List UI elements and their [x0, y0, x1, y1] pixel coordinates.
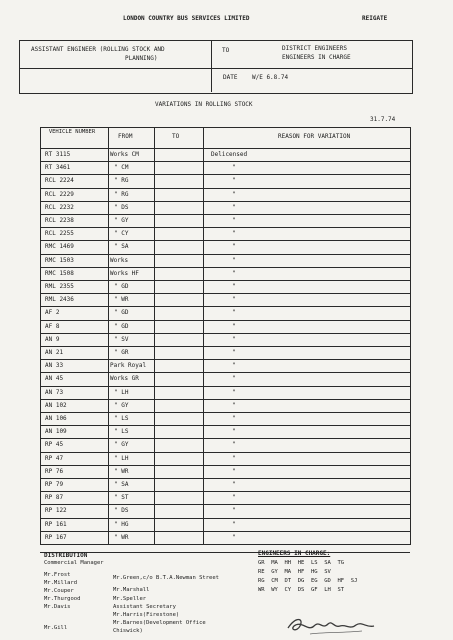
cell-from: " SA — [114, 481, 129, 488]
cell-reason: " — [232, 230, 236, 238]
cell-vehicle: RCL 2229 — [45, 190, 74, 198]
table-column-rule — [203, 127, 204, 544]
cell-from: " HG — [114, 520, 129, 528]
table-row — [0, 227, 453, 240]
cell-from: " GD — [114, 283, 129, 290]
cell-vehicle: AN 9 — [45, 335, 60, 343]
cell-vehicle: RMC 1469 — [45, 243, 74, 251]
cell-from: " DS — [114, 203, 129, 211]
cell-from: " GD — [114, 309, 129, 317]
cell-from: " WR — [114, 533, 129, 541]
cell-vehicle: RCL 2224 — [45, 177, 74, 185]
cell-reason: " — [232, 507, 236, 515]
distribution-entry: Mr.Frost — [44, 572, 71, 578]
table-row — [0, 412, 453, 425]
table-row — [0, 491, 453, 504]
table-row — [0, 359, 453, 372]
table-column-rule — [154, 127, 155, 544]
table-row — [0, 254, 453, 267]
cell-from: " LS — [114, 415, 129, 422]
table-row — [0, 346, 453, 359]
engineer-code-row: GR MA HH HE LS SA TG — [258, 560, 345, 566]
memo-date-value: W/E 6.8.74 — [252, 74, 289, 81]
table-row — [0, 161, 453, 174]
cell-from: " CM — [114, 164, 129, 172]
cell-from: " LS — [114, 428, 129, 436]
cell-from: " SV — [114, 335, 129, 343]
memo-from-line1: ASSISTANT ENGINEER (ROLLING STOCK AND — [31, 46, 165, 53]
cell-reason: " — [232, 243, 236, 251]
cell-reason: " — [232, 362, 236, 370]
col-header-vehicle: VEHICLE NUMBER — [48, 129, 96, 135]
cell-vehicle: RMC 1508 — [45, 269, 74, 277]
memo-to-line2: ENGINEERS IN CHARGE — [282, 54, 351, 61]
cell-vehicle: RT 3461 — [45, 164, 71, 172]
cell-vehicle: AN 73 — [45, 388, 64, 396]
signature-mark — [282, 614, 392, 638]
table-row — [0, 293, 453, 306]
cell-reason: " — [232, 217, 236, 224]
cell-from: " ST — [114, 494, 129, 502]
engineer-code-row: RE GY MA HF HG SV — [258, 569, 331, 575]
table-row — [0, 188, 453, 201]
cell-from: " LH — [114, 388, 129, 396]
table-top-border — [40, 127, 411, 128]
company-name: LONDON COUNTRY BUS SERVICES LIMITED — [123, 15, 250, 22]
memo-divider — [211, 40, 212, 92]
cell-vehicle: AF 2 — [45, 309, 60, 317]
cell-vehicle: RP 167 — [45, 533, 67, 541]
memo-to-label: TO — [222, 47, 230, 54]
document-title: VARIATIONS IN ROLLING STOCK — [155, 101, 253, 108]
table-row — [0, 267, 453, 280]
table-row — [0, 306, 453, 319]
col-header-from: FROM — [118, 133, 133, 140]
cell-from: " GY — [114, 441, 129, 449]
cell-reason: " — [232, 190, 236, 198]
cell-vehicle: RCL 2238 — [45, 217, 74, 224]
cell-reason: " — [232, 269, 236, 277]
table-column-rule — [410, 127, 411, 544]
cell-vehicle: AN 21 — [45, 349, 64, 356]
cell-reason: " — [232, 375, 236, 383]
cell-vehicle: RT 3115 — [45, 151, 71, 158]
engineer-code-row: RG CM DT DG EG GD HF SJ — [258, 578, 358, 584]
distribution-entry: Mr.Green,c/o B.T.A.Newman Street — [113, 575, 219, 581]
cell-reason: " — [232, 164, 236, 172]
cell-reason: " — [232, 335, 236, 343]
cell-from: " RG — [114, 177, 129, 185]
cell-reason: " — [232, 349, 236, 356]
distribution-entry: Mr.Davis — [44, 604, 71, 610]
cell-vehicle: RP 79 — [45, 481, 64, 488]
cell-reason: " — [232, 388, 236, 396]
engineer-code-row: WR WY CY DS GF LH ST — [258, 587, 345, 593]
cell-reason: " — [232, 481, 236, 488]
cell-from: " GY — [114, 217, 129, 224]
cell-reason: " — [232, 441, 236, 449]
table-row — [0, 531, 453, 544]
distribution-entry: Mr.Gill — [44, 625, 68, 631]
col-header-reason: REASON FOR VARIATION — [278, 133, 351, 140]
cell-vehicle: RP 161 — [45, 520, 67, 528]
cell-reason: " — [232, 401, 236, 409]
table-row — [0, 280, 453, 293]
cell-reason: " — [232, 467, 236, 475]
cell-vehicle: RP 47 — [45, 454, 64, 462]
distribution-entry: Chiswick) — [113, 628, 143, 634]
table-row — [0, 320, 453, 333]
cell-from: " SA — [114, 243, 129, 251]
table-row — [0, 174, 453, 187]
table-row — [0, 333, 453, 346]
cell-vehicle: RP 76 — [45, 467, 64, 475]
table-row — [0, 465, 453, 478]
memo-to-line1: DISTRICT ENGINEERS — [282, 45, 348, 52]
distribution-rule — [40, 552, 410, 553]
cell-reason: " — [232, 494, 236, 502]
distribution-entry: Commercial Manager — [44, 560, 104, 566]
location-label: REIGATE — [362, 15, 388, 22]
table-header-rule — [40, 148, 411, 149]
cell-vehicle: RCL 2232 — [45, 203, 74, 211]
cell-reason: " — [232, 520, 236, 528]
distribution-entry: Mr.Couper — [44, 588, 74, 594]
cell-vehicle: AN 106 — [45, 415, 67, 422]
table-column-rule — [108, 127, 109, 544]
cell-from: " GR — [114, 349, 129, 356]
cell-from: Works GR — [110, 375, 139, 383]
cell-from: " GD — [114, 322, 129, 330]
cell-from: " WR — [114, 296, 129, 304]
table-row — [0, 478, 453, 491]
table-row — [0, 438, 453, 451]
cell-reason: " — [232, 454, 236, 462]
table-row — [0, 452, 453, 465]
cell-vehicle: AN 102 — [45, 401, 67, 409]
cell-from: " LH — [114, 454, 129, 462]
memo-from-line2: PLANNING) — [125, 55, 158, 62]
cell-from: " WR — [114, 467, 129, 475]
table-row — [0, 386, 453, 399]
cell-from: Works CM — [110, 151, 139, 158]
cell-reason: " — [232, 177, 236, 185]
cell-reason: Delicensed — [211, 151, 248, 158]
table-row — [0, 504, 453, 517]
engineers-heading: ENGINEERS IN CHARGE: — [258, 550, 331, 557]
cell-from: " RG — [114, 190, 129, 198]
distribution-heading: DISTRIBUTION — [44, 552, 88, 559]
cell-reason: " — [232, 283, 236, 290]
cell-reason: " — [232, 309, 236, 317]
cell-vehicle: AN 33 — [45, 362, 64, 370]
cell-from: " DS — [114, 507, 129, 515]
distribution-entry: Mr.Barnes(Development Office — [113, 620, 206, 626]
table-row — [0, 214, 453, 227]
distribution-entry: Mr.Speller — [113, 596, 147, 602]
row-rule — [40, 544, 411, 545]
memo-rule — [19, 68, 413, 69]
distribution-entry: Mr.Harris(Firestone) — [113, 612, 180, 618]
cell-vehicle: AF 8 — [45, 322, 60, 330]
cell-vehicle: RML 2355 — [45, 283, 74, 290]
table-row — [0, 399, 453, 412]
memo-date-label: DATE — [223, 74, 238, 81]
cell-from: " CY — [114, 230, 129, 238]
distribution-entry: Mr.Millard — [44, 580, 78, 586]
cell-from: Park Royal — [110, 362, 147, 370]
cell-vehicle: RMC 1503 — [45, 256, 74, 264]
cell-vehicle: RP 122 — [45, 507, 67, 515]
cell-reason: " — [232, 428, 236, 436]
cell-reason: " — [232, 533, 236, 541]
cell-from: Works — [110, 256, 129, 264]
cell-reason: " — [232, 256, 236, 264]
table-row — [0, 240, 453, 253]
cell-reason: " — [232, 322, 236, 330]
cell-vehicle: RCL 2255 — [45, 230, 74, 238]
distribution-entry: Mr.Thurgood — [44, 596, 81, 602]
table-row — [0, 201, 453, 214]
cell-vehicle: AN 45 — [45, 375, 64, 383]
table-row — [0, 518, 453, 531]
distribution-entry: Mr.Marshall — [113, 587, 150, 593]
document-date: 31.7.74 — [370, 116, 396, 123]
table-column-rule — [40, 127, 41, 544]
table-row — [0, 372, 453, 385]
cell-reason: " — [232, 296, 236, 304]
cell-vehicle: RML 2436 — [45, 296, 74, 304]
col-header-to: TO — [172, 133, 180, 140]
cell-reason: " — [232, 415, 236, 422]
cell-reason: " — [232, 203, 236, 211]
cell-from: " GY — [114, 401, 129, 409]
cell-vehicle: RP 45 — [45, 441, 64, 449]
distribution-entry: Assistant Secretary — [113, 604, 176, 610]
cell-from: Works HF — [110, 269, 139, 277]
table-row — [0, 425, 453, 438]
cell-vehicle: AN 109 — [45, 428, 67, 436]
cell-vehicle: RP 87 — [45, 494, 64, 502]
table-row — [0, 148, 453, 161]
